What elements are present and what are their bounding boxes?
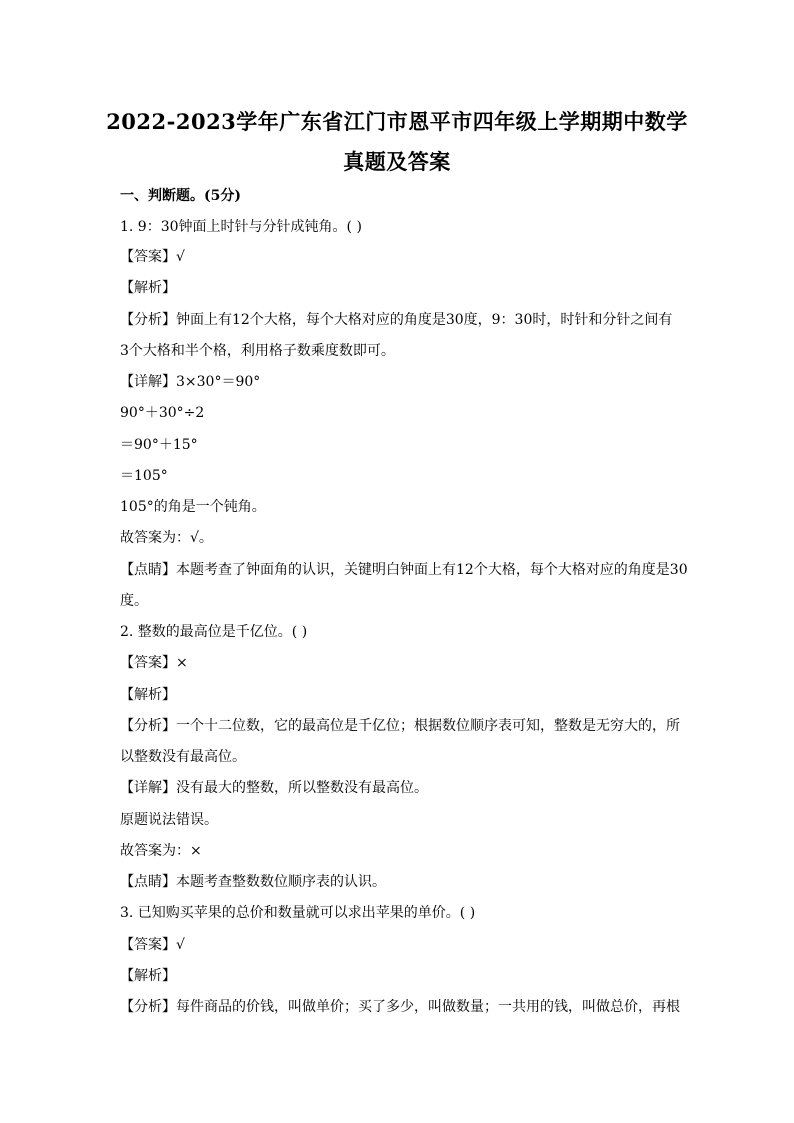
q1-analysis-label: 【解析】 [120, 280, 176, 296]
q1-analysis-line-2: 3个大格和半个格，利用格子数乘度数即可。 [120, 343, 395, 359]
document-title-line-1: 2022-2023学年广东省江门市恩平市四年级上学期期中数学 [106, 109, 688, 134]
q2-analysis-label: 【解析】 [120, 687, 176, 703]
q1-detail: 【详解】3×30°＝90° [120, 374, 261, 390]
document-title-line-2: 真题及答案 [343, 149, 451, 174]
q2-question: 2. 整数的最高位是千亿位。( ) [120, 624, 308, 640]
q2-key-point: 【点睛】本题考查整数数位顺序表的认识。 [120, 874, 386, 890]
q1-analysis-line-1: 【分析】钟面上有12个大格，每个大格对应的角度是30度，9：30时，时针和分针之间有 [120, 312, 673, 328]
q2-analysis-line-2: 以整数没有最高位。 [120, 749, 246, 765]
q2-detail: 【详解】没有最大的整数，所以整数没有最高位。 [120, 780, 428, 796]
q3-analysis-line-1: 【分析】每件商品的价钱，叫做单价；买了多少，叫做数量；一共用的钱，叫做总价，再根 [120, 999, 680, 1015]
q3-analysis-label: 【解析】 [120, 968, 176, 984]
q2-step-1: 原题说法错误。 [120, 812, 218, 828]
q1-conclusion: 故答案为：√。 [120, 530, 213, 546]
q1-key-point-line-1: 【点睛】本题考查了钟面角的认识，关键明白钟面上有12个大格，每个大格对应的角度是30 [120, 562, 688, 578]
q1-step-3: ＝105° [120, 468, 168, 484]
q1-key-point-line-2: 度。 [120, 593, 148, 609]
section-heading: 一、判断题。(5分) [120, 188, 241, 204]
q3-question: 3. 已知购买苹果的总价和数量就可以求出苹果的单价。( ) [120, 905, 476, 921]
q1-step-2: ＝90°＋15° [120, 437, 198, 453]
q1-step-1: 90°＋30°÷2 [120, 405, 205, 421]
q2-conclusion: 故答案为：× [120, 843, 202, 859]
q2-analysis-line-1: 【分析】一个十二位数，它的最高位是千亿位；根据数位顺序表可知，整数是无穷大的，所 [120, 718, 680, 734]
q1-question: 1. 9：30钟面上时针与分针成钝角。( ) [120, 219, 362, 235]
q1-step-4: 105°的角是一个钝角。 [120, 499, 266, 515]
q1-answer: 【答案】√ [120, 249, 185, 265]
q2-answer: 【答案】× [120, 655, 188, 671]
q3-answer: 【答案】√ [120, 937, 185, 953]
